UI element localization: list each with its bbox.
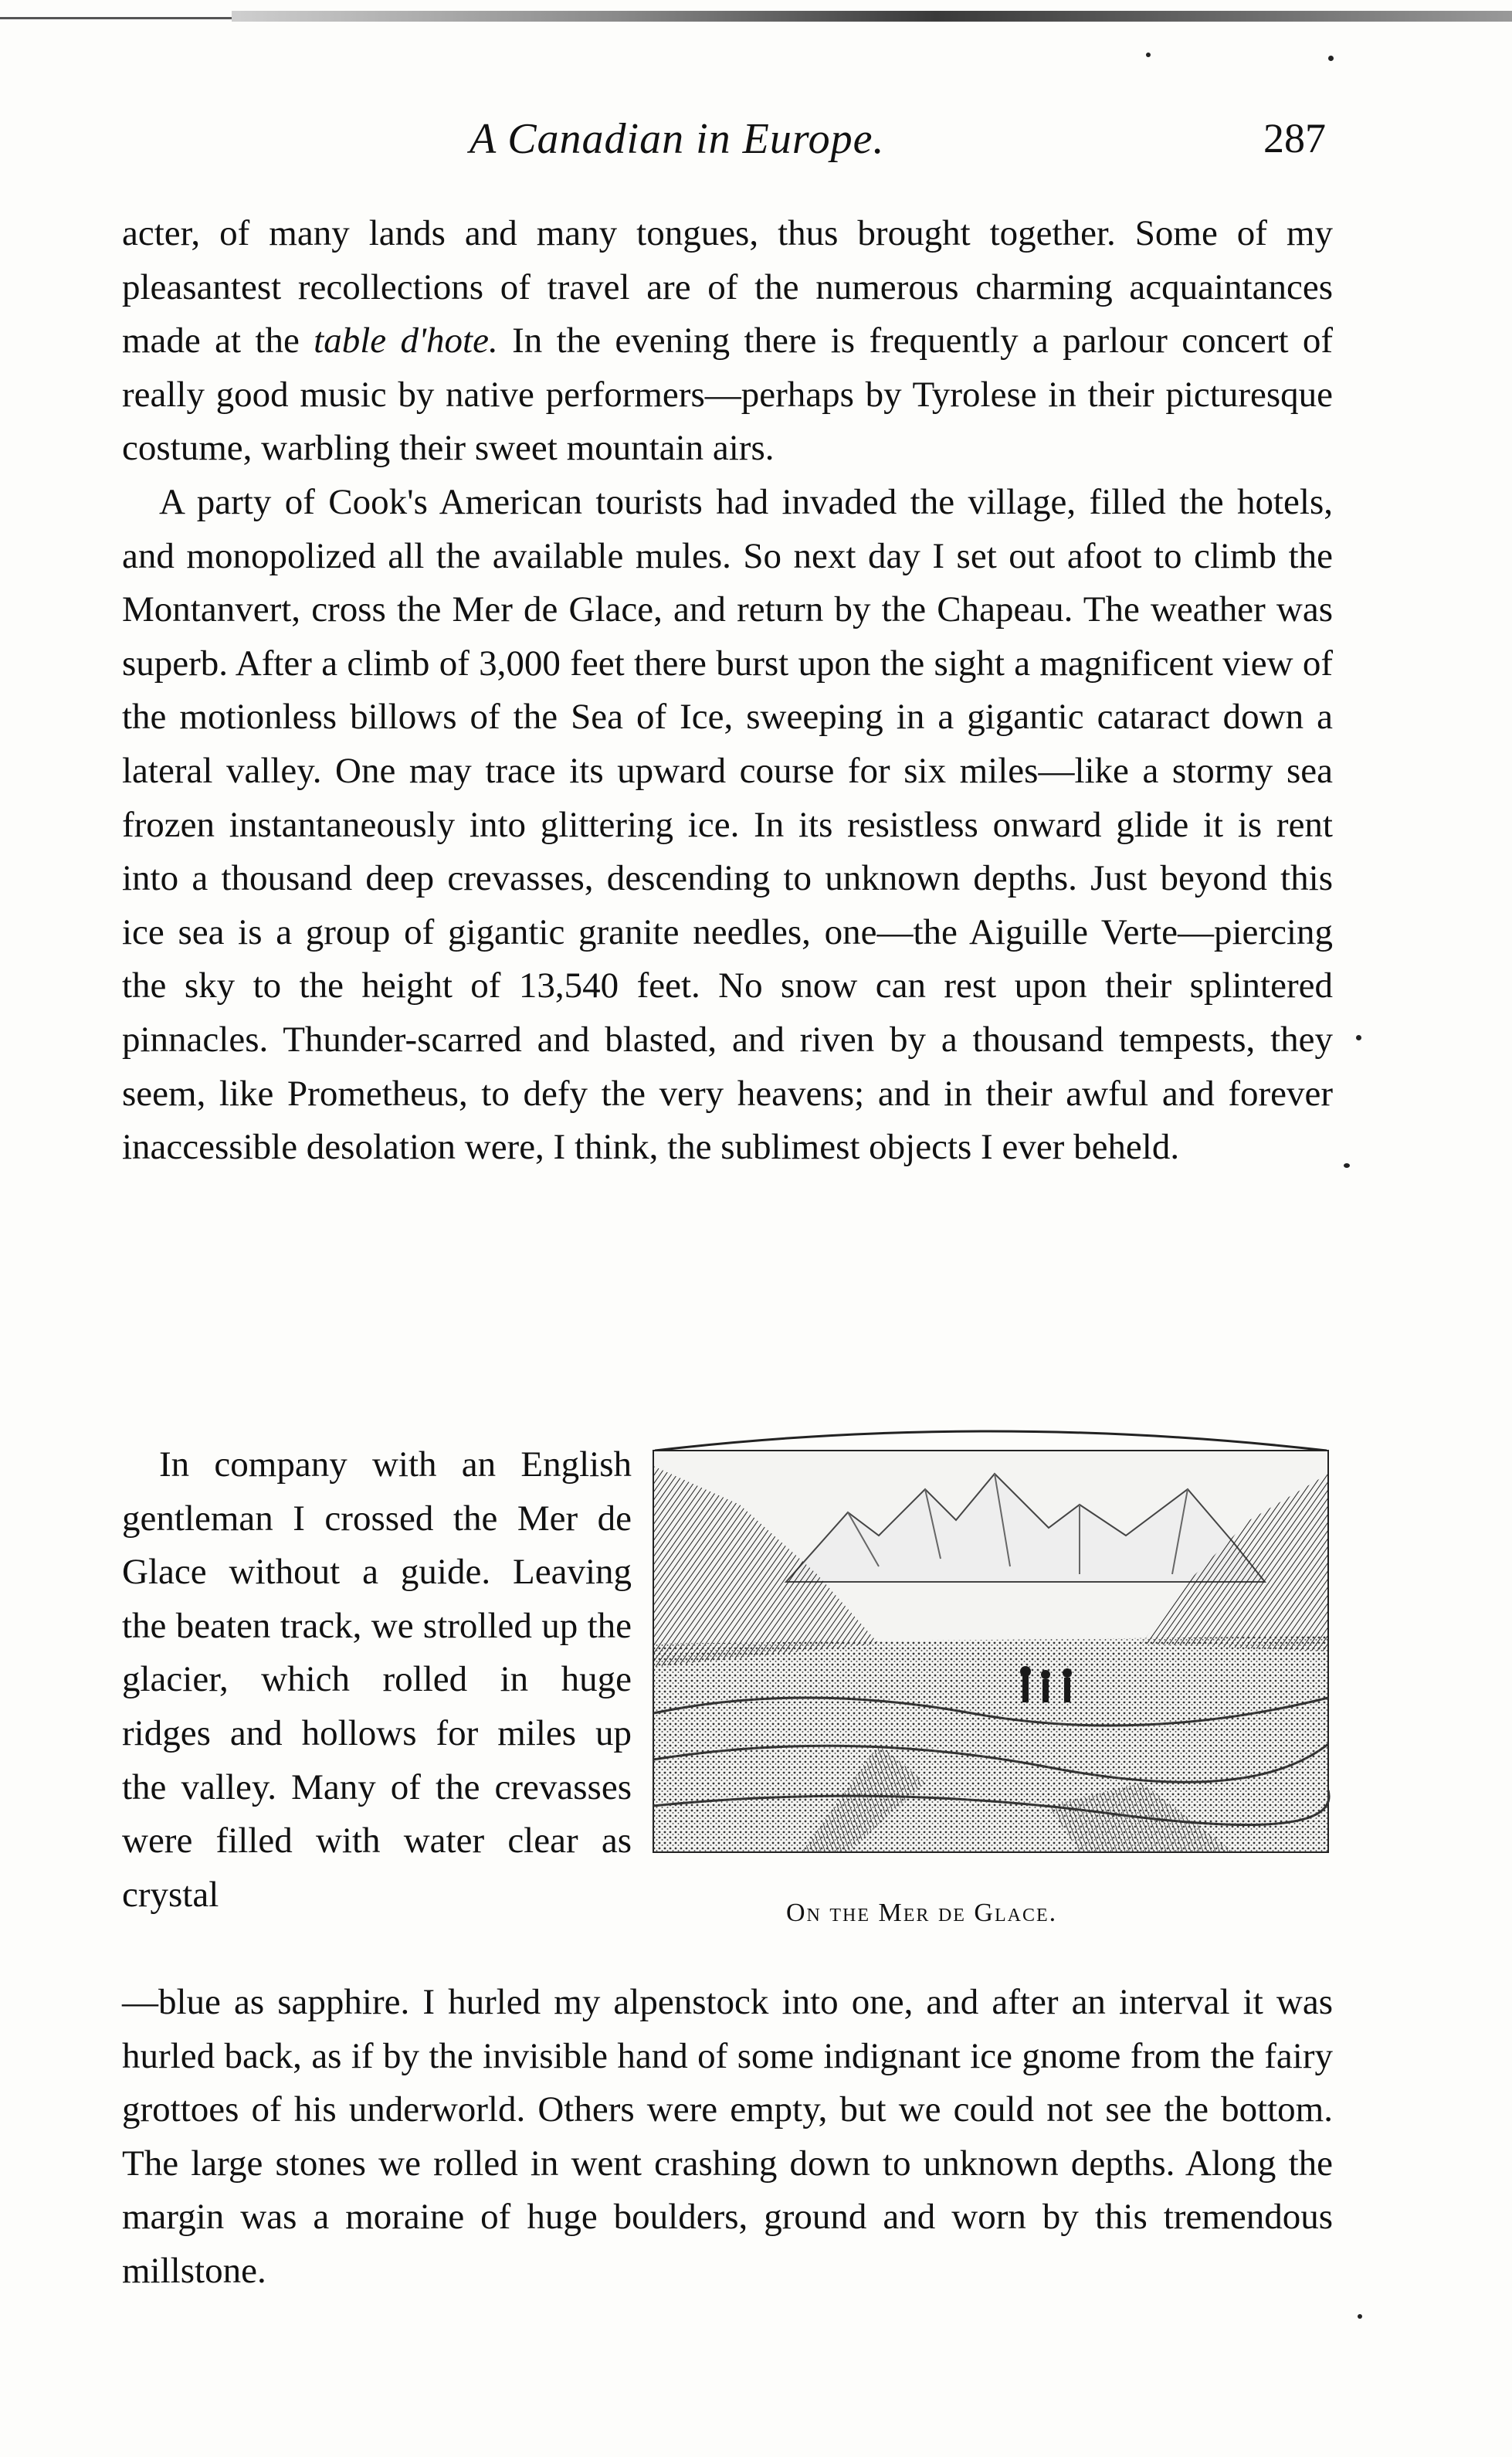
page-header [0, 114, 1512, 176]
ink-speck [1358, 2314, 1362, 2319]
figure-caption: On the Mer de Glace. [786, 1899, 1058, 1927]
running-title: A Canadian in Europe. [470, 115, 885, 163]
body-text-bottom [122, 1976, 1333, 2299]
illustration-mer-de-glace [647, 1420, 1334, 1927]
body-text-top [122, 207, 1333, 1175]
engraving-image [647, 1420, 1334, 1883]
ink-speck [1344, 1163, 1350, 1168]
ink-speck [1146, 53, 1151, 57]
paragraph-continuation: acter, of many lands and many tongues, thus brought together. Some of my pleasantest recollections of travel are of the numerous charming acquaintances made at the table d'hote. In the evening there is frequently a parlour concert of really good music by native performers—perhaps by Tyrolese in their picturesque costume, warbling their sweet mountain airs. [122, 213, 1333, 469]
paragraph-three-wrapped: In company with an English gentleman I crossed the Mer de Glace without a guide. Leaving the beaten track, we strolled up the glacier, which rolled in huge ridges and hollows for miles up the valley. Many of the crevasses were filled with water clear as crystal [122, 1444, 632, 1915]
page-number: 287 [1263, 115, 1326, 161]
ink-speck [1328, 56, 1334, 61]
top-border-rule [0, 8, 1512, 25]
ink-speck [1356, 1035, 1361, 1040]
paragraph-three-continued: —blue as sapphire. I hurled my alpenstock into one, and after an interval it was hurled back, as if by the invisible hand of some indignant ice gnome from the fairy grottoes of his underworld. Others were empty, but we could not see the bottom. The large stones we rolled in went crashing down to unknown depths. Along the margin was a moraine of huge boulders, ground and worn by this tremendous millstone. [122, 1982, 1333, 2291]
paragraph-two: A party of Cook's American tourists had invaded the village, filled the hotels, and monopolized all the available mules. So next day I set out afoot to climb the Montanvert, cross the Mer de Glace, and return by the Chapeau. The weather was superb. After a climb of 3,000 feet there burst upon the sight a magnificent view of the motionless billows of the Sea of Ice, sweeping in a gigantic cataract down a lateral valley. One may trace its upward course for six miles—like a stormy sea frozen instantaneously into glittering ice. In its resistless onward glide it is rent into a thousand deep crevasses, descending to unknown depths. Just beyond this ice sea is a group of gigantic granite needles, one—the Aiguille Verte—piercing the sky to the height of 13,540 feet. No snow can rest upon their splintered pinnacles. Thunder-scarred and blasted, and riven by a thousand tempests, they seem, like Prometheus, to defy the very heavens; and in their awful and forever inaccessible desolation were, I think, the sublimest objects I ever beheld. [122, 481, 1333, 1168]
italic-phrase: table d'hote. [314, 321, 498, 361]
